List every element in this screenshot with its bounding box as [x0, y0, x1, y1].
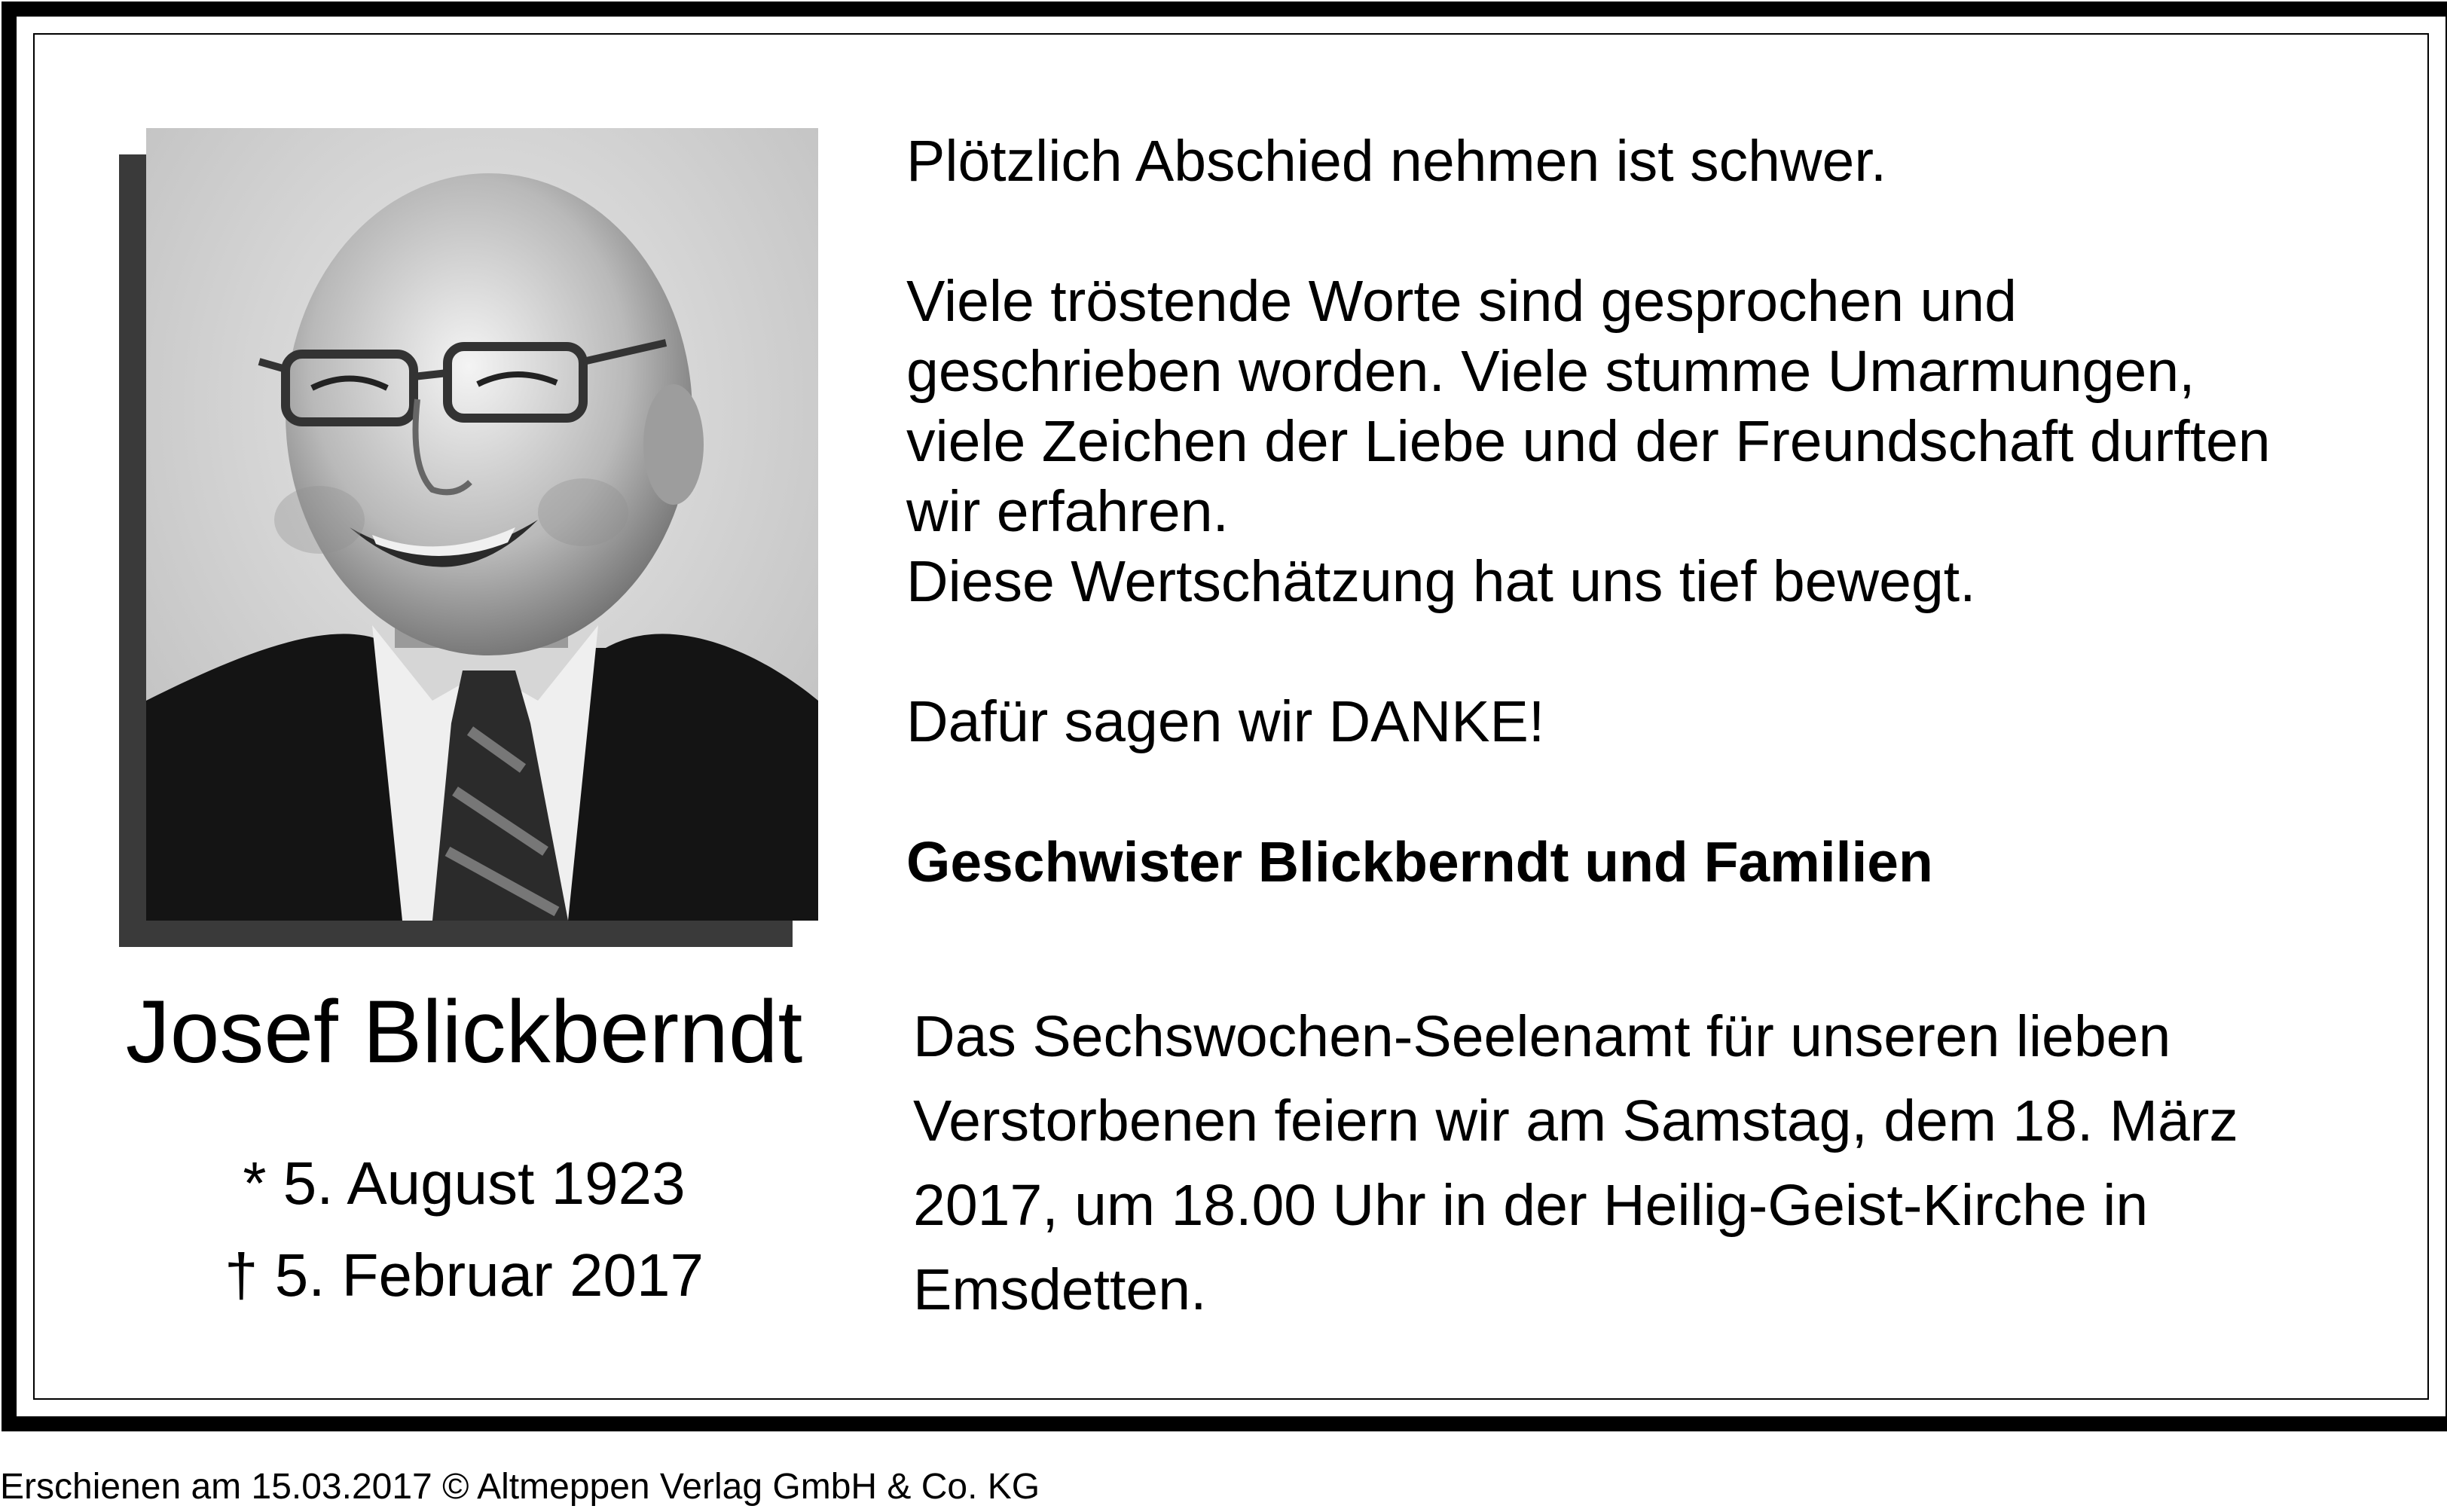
family-signature: Geschwister Blickberndt und Familien — [906, 830, 1933, 893]
memorial-service-notice — [913, 994, 2390, 1332]
deceased-name: Josef Blickberndt — [125, 982, 803, 1082]
message-line: Plötzlich Abschied nehmen ist schwer. — [906, 129, 1887, 194]
message-line: Diese Wertschätzung hat uns tief bewegt. — [906, 549, 1976, 614]
birth-date: * 5. August 1923 — [243, 1150, 686, 1217]
paragraph-spacer — [906, 617, 2390, 687]
thank-you-message — [906, 127, 2390, 897]
service-line: 2017, um 18.00 Uhr in der Heilig-Geist-Kirche in — [913, 1173, 2149, 1238]
service-line: Das Sechswochen-Seelenamt für unseren lieben — [913, 1004, 2171, 1069]
service-line: Verstorbenen feiern wir am Samstag, dem 18. März — [913, 1089, 2238, 1153]
message-line: Dafür sagen wir DANKE! — [906, 689, 1545, 754]
message-line: viele Zeichen der Liebe und der Freundschaft durften — [906, 409, 2271, 474]
message-line: wir erfahren. — [906, 479, 1229, 544]
publication-footer: Erschienen am 15.03.2017 © Altmeppen Verlag GmbH & Co. KG — [0, 1467, 1040, 1507]
life-dates — [0, 1138, 928, 1321]
message-line: Viele tröstende Worte sind gesprochen und — [906, 269, 2017, 334]
death-date: † 5. Februar 2017 — [225, 1242, 704, 1309]
message-line: geschrieben worden. Viele stumme Umarmungen, — [906, 339, 2195, 404]
service-line: Emsdetten. — [913, 1257, 1207, 1322]
portrait-photo — [146, 128, 818, 921]
portrait-photo-icon — [146, 128, 818, 921]
paragraph-spacer — [906, 197, 2390, 267]
paragraph-spacer — [906, 757, 2390, 827]
